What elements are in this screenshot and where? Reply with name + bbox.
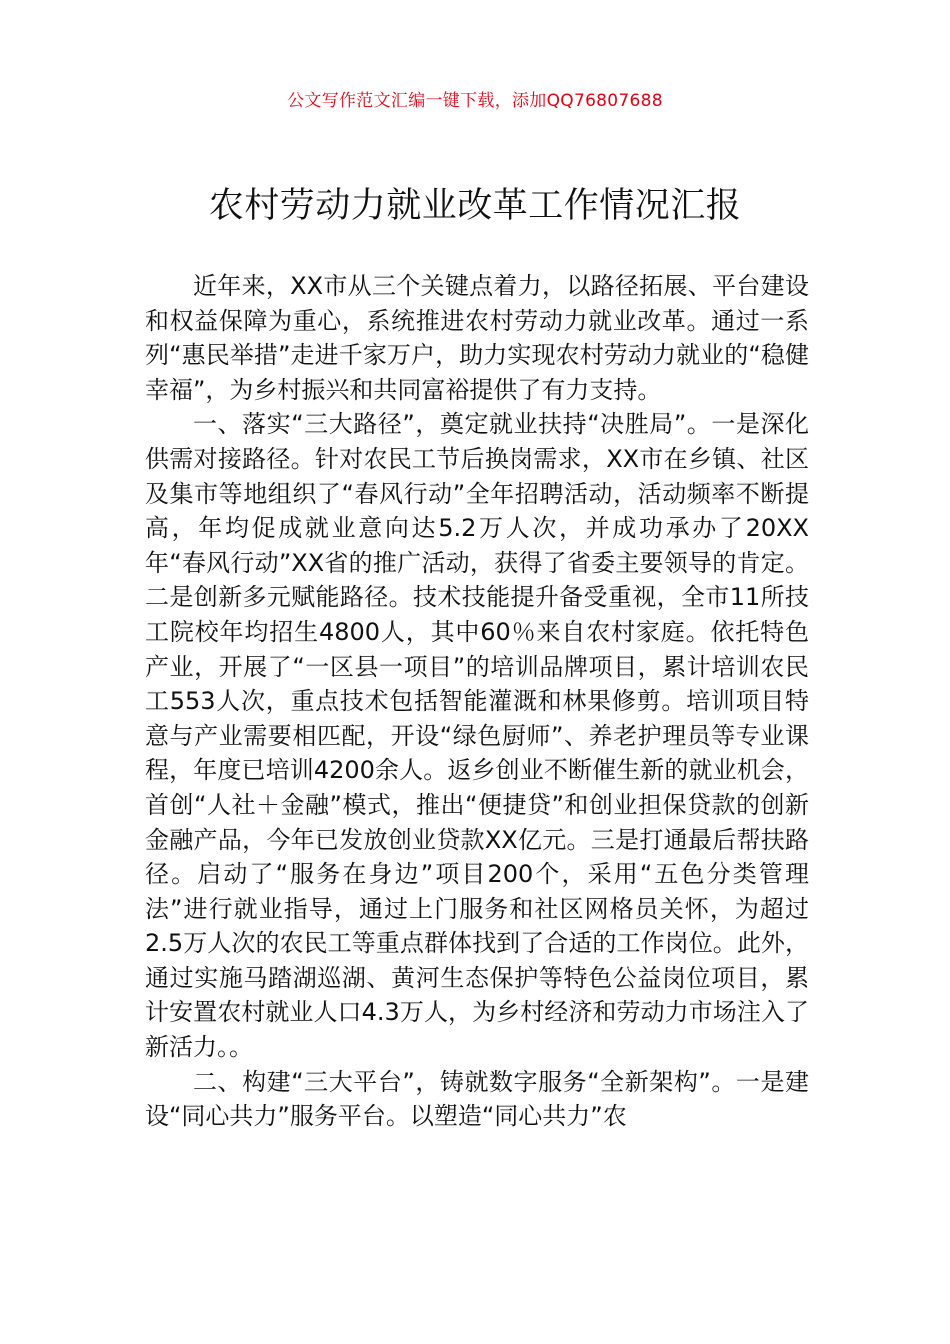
paragraph-section-two: 二、构建“三大平台”，铸就数字服务“全新架构”。一是建设“同心共力”服务平台。以塑造“同心共力”农 xyxy=(145,1067,809,1131)
paragraph-section-one: 一、落实“三大路径”，奠定就业扶持“决胜局”。一是深化供需对接路径。针对农民工节后换岗需求，XX市在乡镇、社区及集市等地组织了“春风行动”全年招聘活动，活动频率不断提高，年均促成就业意向达5.2万人次，并成功承办了20XX年“春风行动”XX省的推广活动，获得了省委主要领导的肯定。二是创新多元赋能路径。技术技能提升备受重视，全市11所技工院校年均招生4800人，其中60％来自农村家庭。依托特色产业，开展了“一区县一项目”的培训品牌项目，累计培训农民工553人次，重点技术包括智能灌溉和林果修剪。培训项目特意与产业需要相匹配，开设“绿色厨师”、养老护理员等专业课程，年度已培训4200余人。返乡创业不断催生新的就业机会，首创“人社＋金融”模式，推出“便捷贷”和创业担保贷款的创新金融产品，今年已发放创业贷款XX亿元。三是打通最后帮扶路径。启动了“服务在身边”项目200个，采用“五色分类管理法”进行就业指导，通过上门服务和社区网格员关怀，为超过2.5万人次的农民工等重点群体找到了合适的工作岗位。此外，通过实施马踏湖巡湖、黄河生态保护等特色公益岗位项目，累计安置农村就业人口4.3万人，为乡村经济和劳动力市场注入了新活力。。 xyxy=(145,410,809,1062)
document-title: 农村劳动力就业改革工作情况汇报 xyxy=(208,186,742,226)
paragraph-intro: 近年来，XX市从三个关键点着力，以路径拓展、平台建设和权益保障为重心，系统推进农村劳动力就业改革。通过一系列“惠民举措”走进千家万户，助力实现农村劳动力就业的“稳健幸福”，为乡村振兴和共同富裕提供了有力支持。 xyxy=(145,272,809,404)
download-promo-note: 公文写作范文汇编一键下载，添加QQ76807688 xyxy=(287,91,663,111)
document-body xyxy=(145,269,809,1134)
